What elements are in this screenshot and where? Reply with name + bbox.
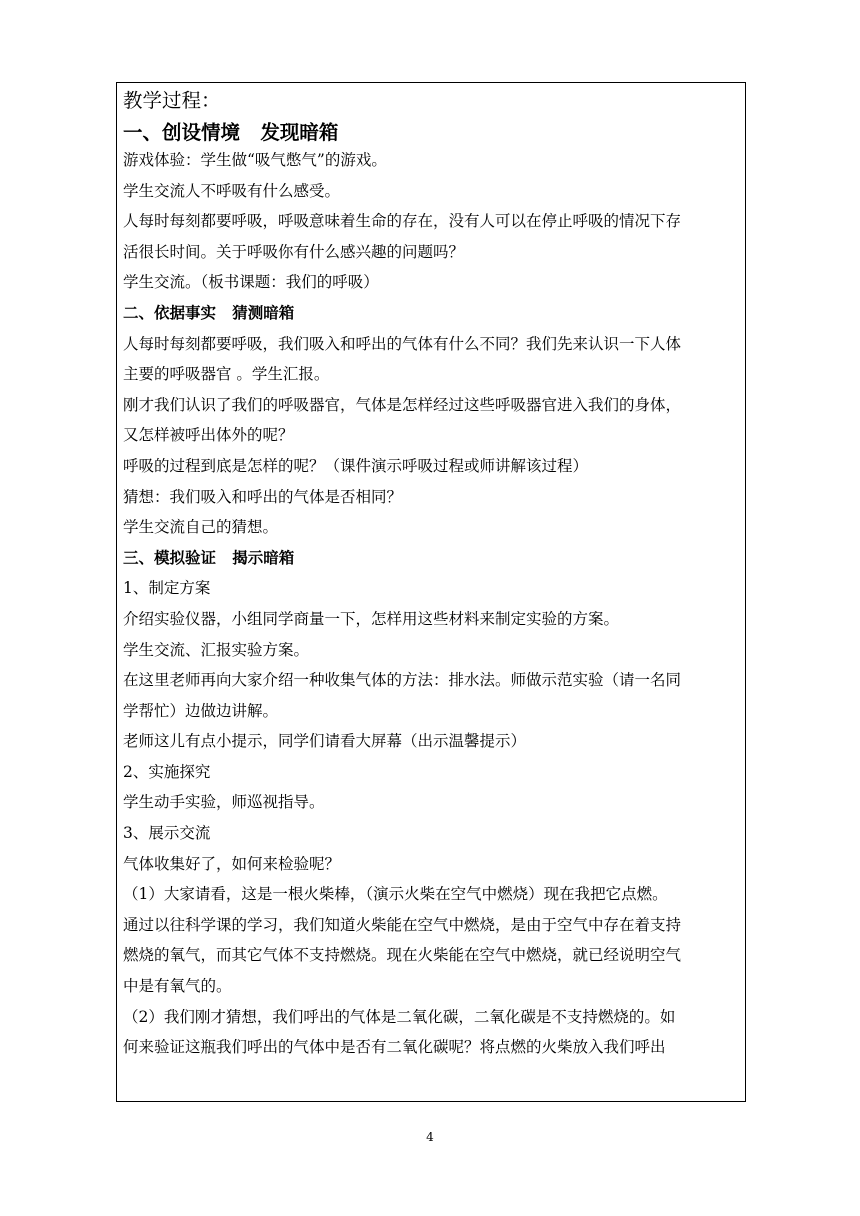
paragraph-line: 又怎样被呼出体外的呢？	[123, 426, 294, 445]
paragraph-line: 2、实施探究	[123, 762, 211, 781]
section1-heading: 一、创设情境 发现暗箱	[123, 121, 339, 144]
paragraph-line: 学生交流自己的猜想。	[123, 518, 279, 537]
paragraph-line: 猜想：我们吸入和呼出的气体是否相同？	[123, 487, 403, 506]
paragraph-line: 呼吸的过程到底是怎样的呢？（课件演示呼吸过程或师讲解该过程）	[123, 456, 589, 475]
paragraph-line: 何来验证这瓶我们呼出的气体中是否有二氧化碳呢？将点燃的火柴放入我们呼出	[123, 1038, 666, 1057]
paragraph-line: （1）大家请看，这是一根火柴棒，（演示火柴在空气中燃烧）现在我把它点燃。	[123, 885, 668, 904]
paragraph-line: （2）我们刚才猜想，我们呼出的气体是二氧化碳，二氧化碳是不支持燃烧的。如	[123, 1007, 676, 1026]
paragraph-line: 1、制定方案	[123, 579, 211, 598]
paragraph-line: 学生动手实验，师巡视指导。	[123, 793, 325, 812]
paragraph-line: 游戏体验：学生做“吸气憋气”的游戏。	[123, 151, 387, 169]
paragraph-line: 学生交流。（板书课题：我们的呼吸）	[123, 273, 379, 292]
paragraph-line: 人每时每刻都要呼吸，我们吸入和呼出的气体有什么不同？我们先来认识一下人体	[123, 334, 682, 353]
page-title: 教学过程：	[123, 89, 221, 112]
paragraph-line: 中是有氧气的。	[123, 977, 232, 996]
lesson-table-cell	[116, 82, 746, 1102]
paragraph-line: 主要的呼吸器官 。学生汇报。	[123, 365, 330, 384]
paragraph-line: 学帮忙）边做边讲解。	[123, 701, 279, 720]
section3-heading: 三、模拟验证 揭示暗箱	[123, 548, 295, 567]
paragraph-line: 燃烧的氧气，而其它气体不支持燃烧。现在火柴能在空气中燃烧，就已经说明空气	[123, 946, 682, 965]
paragraph-line: 3、展示交流	[123, 824, 211, 843]
section2-heading: 二、依据事实 猜测暗箱	[123, 303, 295, 322]
paragraph-line: 老师这儿有点小提示，同学们请看大屏幕（出示温馨提示）	[123, 732, 527, 751]
paragraph-line: 介绍实验仪器，小组同学商量一下，怎样用这些材料来制定实验的方案。	[123, 609, 620, 628]
paragraph-line: 人每时每刻都要呼吸，呼吸意味着生命的存在，没有人可以在停止呼吸的情况下存	[123, 212, 682, 231]
paragraph-line: 学生交流人不呼吸有什么感受。	[123, 181, 341, 200]
paragraph-line: 活很长时间。关于呼吸你有什么感兴趣的问题吗？	[123, 242, 465, 261]
page-number: 4	[426, 1130, 434, 1144]
paragraph-line: 在这里老师再向大家介绍一种收集气体的方法：排水法。师做示范实验（请一名同	[123, 671, 682, 690]
paragraph-line: 刚才我们认识了我们的呼吸器官，气体是怎样经过这些呼吸器官进入我们的身体，	[123, 395, 682, 414]
paragraph-line: 气体收集好了，如何来检验呢？	[123, 854, 341, 873]
paragraph-line: 学生交流、汇报实验方案。	[123, 640, 310, 659]
paragraph-line: 通过以往科学课的学习，我们知道火柴能在空气中燃烧，是由于空气中存在着支持	[123, 915, 682, 934]
